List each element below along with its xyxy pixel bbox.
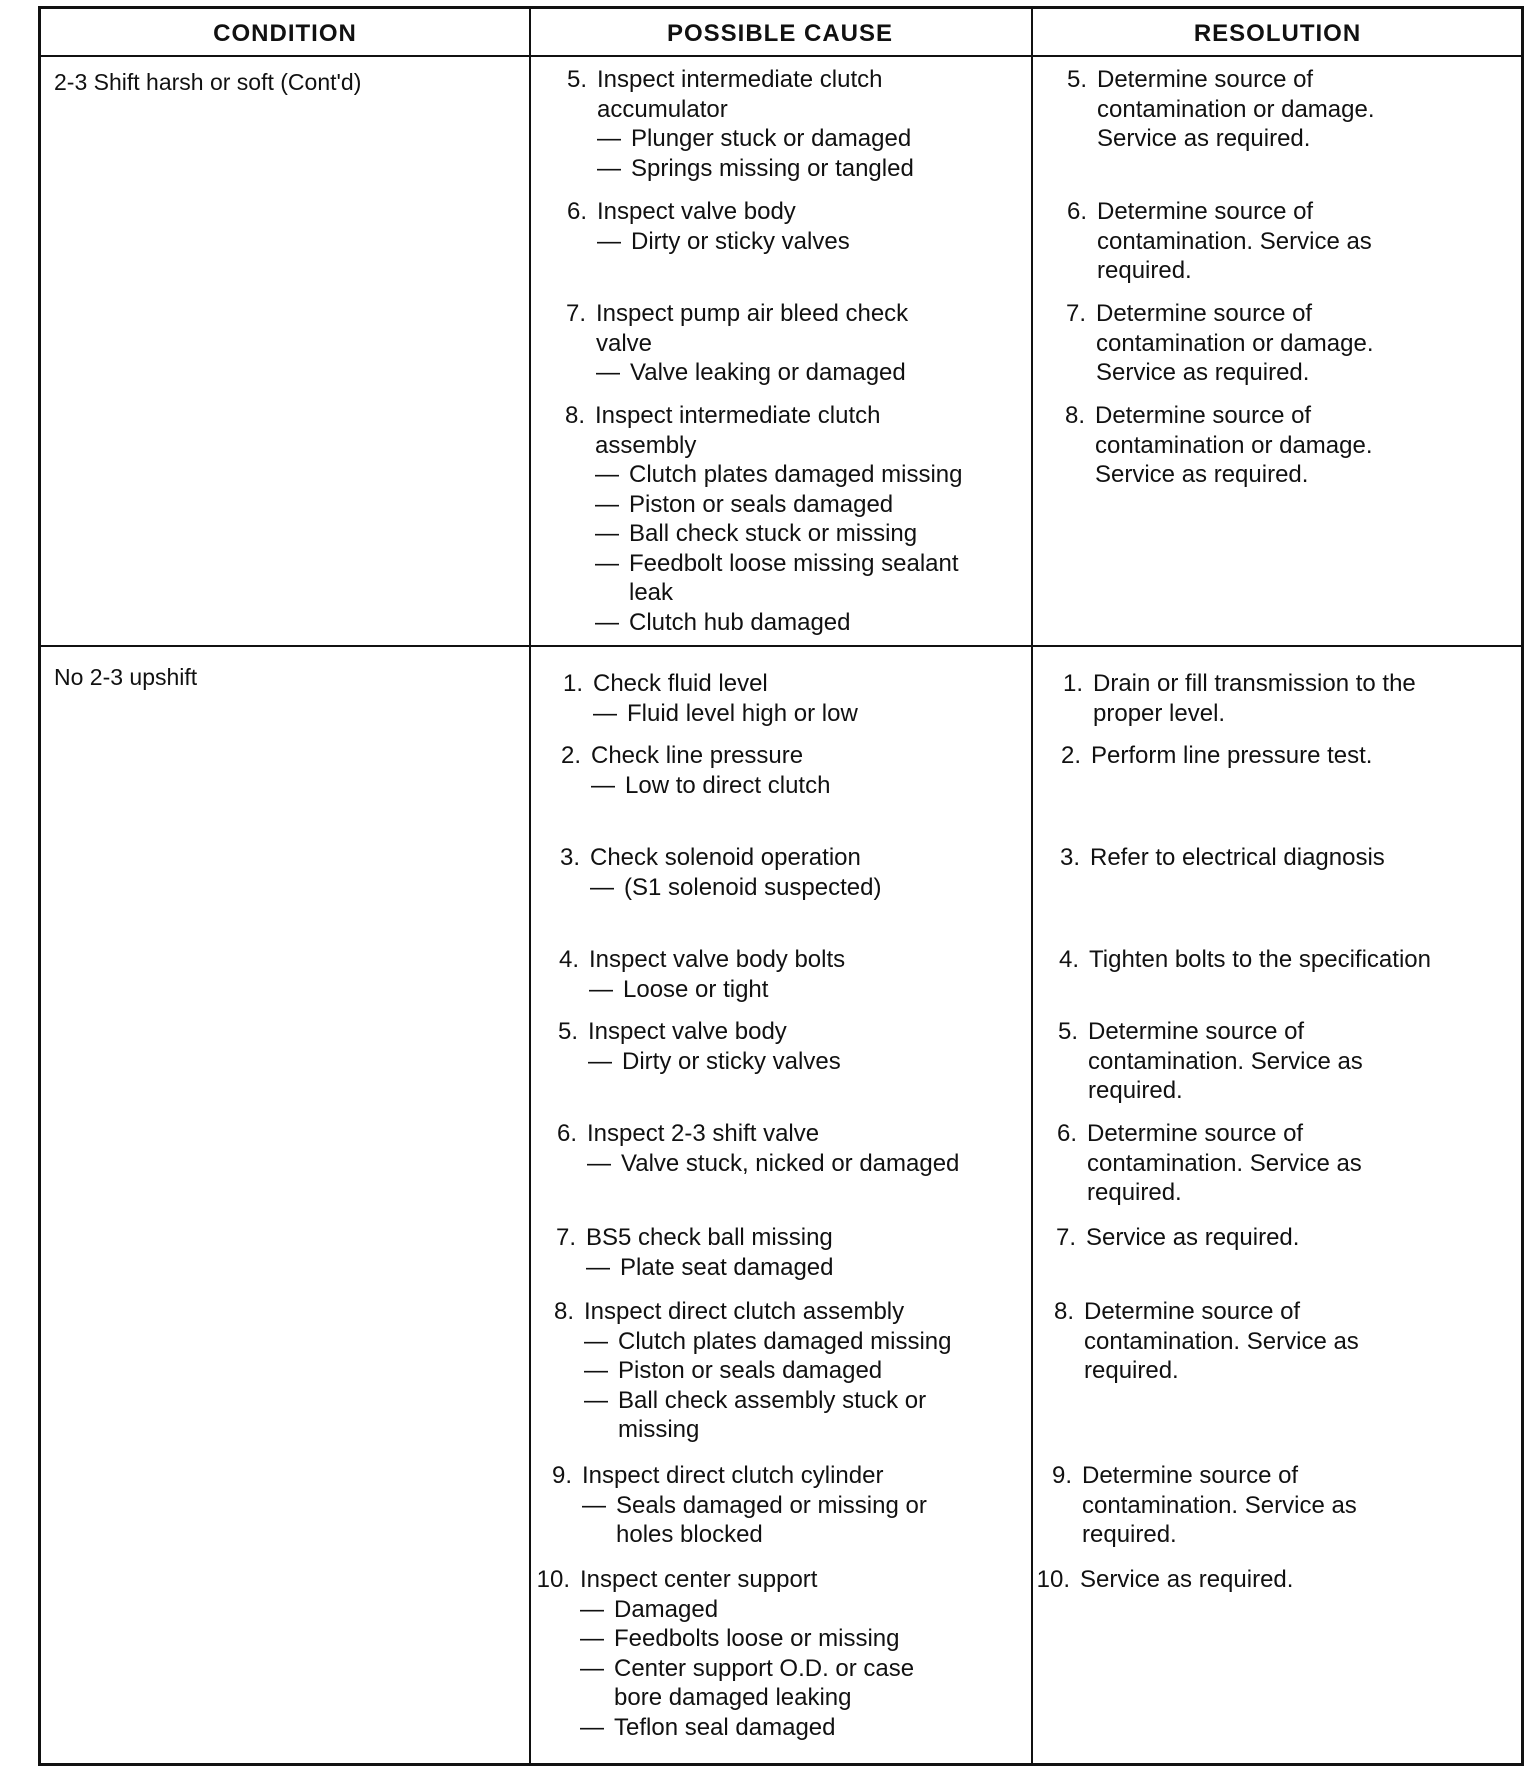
cause-text — [582, 1461, 927, 1550]
cause-number: 2. — [560, 742, 581, 769]
cause-subitem — [589, 975, 845, 1005]
cause-line: Inspect center support — [580, 1566, 818, 1593]
subitem-text: Teflon seal damaged — [614, 1713, 836, 1741]
cause-text — [597, 197, 850, 256]
cause-line: Inspect pump air bleed check — [596, 300, 909, 327]
resolution-text — [1086, 1223, 1299, 1253]
diagnosis-table — [38, 6, 1524, 1766]
header-resolution: RESOLUTION — [1193, 20, 1362, 47]
resolution-line: Determine source of — [1082, 1462, 1299, 1489]
subitem-text: leak — [629, 579, 674, 606]
cause-number: 7. — [555, 1224, 576, 1251]
resolution-line: Service as required. — [1086, 1224, 1300, 1251]
cause-line: accumulator — [597, 95, 728, 123]
resolution-text — [1088, 1017, 1363, 1106]
resolution-number: 10. — [1036, 1566, 1070, 1593]
dash-bullet: — — [595, 490, 619, 518]
resolution-text — [1097, 65, 1375, 154]
resolution-line: required. — [1084, 1357, 1179, 1384]
cause-number: 7. — [565, 300, 586, 327]
resolution-line: required. — [1088, 1077, 1183, 1104]
cause-subitem — [580, 1654, 914, 1713]
dash-bullet: — — [591, 771, 615, 799]
cause-number: 5. — [557, 1018, 578, 1045]
cause-line: Inspect intermediate clutch — [595, 402, 881, 429]
dash-bullet: — — [580, 1595, 604, 1623]
cause-text — [595, 401, 963, 637]
resolution-line: required. — [1097, 257, 1192, 284]
subitem-text: Damaged — [614, 1595, 719, 1623]
resolution-line: contamination or damage. — [1095, 431, 1373, 459]
resolution-line: contamination. Service as — [1087, 1149, 1362, 1177]
subitem-text: Clutch hub damaged — [629, 608, 851, 636]
cause-line: Inspect 2-3 shift valve — [587, 1120, 820, 1147]
cause-subitem — [595, 490, 963, 520]
cause-line: Check solenoid operation — [590, 844, 861, 871]
subitem-text: bore damaged leaking — [614, 1684, 852, 1711]
resolution-line: contamination. Service as — [1097, 227, 1372, 255]
subitem-text: Clutch plates damaged missing — [618, 1327, 952, 1355]
cause-text — [591, 741, 830, 800]
cause-subitem — [584, 1386, 952, 1445]
cause-number: 4. — [558, 946, 579, 973]
cause-line: Inspect valve body — [597, 198, 796, 225]
resolution-line: contamination. Service as — [1084, 1327, 1359, 1355]
dash-bullet: — — [584, 1386, 608, 1414]
cause-text — [589, 945, 845, 1004]
dash-bullet: — — [582, 1491, 606, 1519]
resolution-line: Determine source of — [1096, 300, 1313, 327]
subitem-text: Dirty or sticky valves — [622, 1047, 841, 1075]
cause-line: Check fluid level — [593, 670, 768, 697]
cause-number: 3. — [559, 844, 580, 871]
cause-subitem — [597, 154, 914, 184]
resolution-line: Determine source of — [1084, 1298, 1301, 1325]
condition-cell: 2-3 Shift harsh or soft (Cont'd) — [54, 69, 362, 95]
cause-line: Inspect valve body — [588, 1018, 787, 1045]
subitem-text: Valve stuck, nicked or damaged — [621, 1149, 960, 1177]
resolution-line: Determine source of — [1087, 1120, 1304, 1147]
dash-bullet: — — [580, 1625, 604, 1652]
cause-subitem — [595, 519, 963, 549]
cause-text — [587, 1119, 959, 1178]
dash-bullet: — — [580, 1654, 604, 1682]
subitem-text: Plunger stuck or damaged — [631, 125, 912, 152]
cause-line: Inspect direct clutch assembly — [584, 1298, 905, 1325]
cause-subitem — [580, 1595, 914, 1625]
subitem-text: Springs missing or tangled — [631, 154, 914, 182]
dash-bullet: — — [586, 1253, 610, 1281]
cause-subitem — [596, 358, 908, 388]
cause-number: 1. — [562, 670, 583, 697]
resolution-number: 4. — [1058, 946, 1079, 973]
resolution-number: 8. — [1053, 1298, 1074, 1325]
cause-line: Check line pressure — [591, 742, 804, 769]
cause-number: 6. — [566, 198, 587, 225]
resolution-line: Determine source of — [1097, 66, 1314, 93]
subitem-text: Center support O.D. or case — [614, 1654, 915, 1682]
resolution-text — [1095, 401, 1373, 490]
resolution-line: contamination or damage. — [1096, 329, 1374, 357]
resolution-text — [1097, 197, 1372, 286]
subitem-text: Ball check stuck or missing — [629, 520, 918, 547]
column-divider — [1031, 9, 1033, 1763]
resolution-line: proper level. — [1093, 699, 1226, 727]
subitem-text: Piston or seals damaged — [618, 1357, 883, 1384]
dash-bullet: — — [596, 359, 620, 386]
cause-subitem — [595, 608, 963, 638]
cause-number: 9. — [551, 1462, 572, 1489]
dash-bullet: — — [588, 1047, 612, 1075]
resolution-number: 7. — [1055, 1224, 1076, 1251]
dash-bullet: — — [595, 520, 619, 547]
resolution-line: Service as required. — [1097, 125, 1311, 152]
cause-subitem — [584, 1356, 952, 1386]
resolution-number: 5. — [1057, 1018, 1078, 1045]
resolution-line: Determine source of — [1095, 402, 1312, 429]
cause-text — [580, 1565, 914, 1742]
subitem-text: Loose or tight — [623, 975, 769, 1003]
subitem-text: Plate seat damaged — [620, 1253, 834, 1281]
subitem-text: Feedbolts loose or missing — [614, 1625, 900, 1652]
resolution-line: contamination. Service as — [1088, 1047, 1363, 1075]
cause-subitem — [582, 1491, 927, 1550]
cause-text — [596, 299, 908, 388]
dash-bullet: — — [593, 699, 617, 727]
dash-bullet: — — [595, 549, 619, 577]
cause-line: Inspect valve body bolts — [589, 946, 846, 973]
resolution-line: Perform line pressure test. — [1091, 742, 1373, 769]
cause-text — [597, 65, 914, 183]
resolution-text — [1082, 1461, 1357, 1550]
header-possible-cause: POSSIBLE CAUSE — [666, 20, 894, 47]
header-condition: CONDITION — [213, 20, 357, 47]
resolution-number: 8. — [1064, 402, 1085, 429]
subitem-text: Piston or seals damaged — [629, 490, 894, 518]
cause-number: 8. — [564, 402, 585, 429]
subitem-text: Dirty or sticky valves — [631, 227, 850, 255]
cause-text — [593, 669, 858, 728]
row-divider — [41, 645, 1521, 647]
subitem-text: Fluid level high or low — [627, 699, 858, 727]
resolution-number: 5. — [1066, 66, 1087, 93]
dash-bullet: — — [597, 154, 621, 182]
subitem-text: missing — [618, 1416, 700, 1443]
subitem-text: Feedbolt loose missing sealant — [629, 549, 959, 577]
dash-bullet: — — [589, 975, 613, 1003]
cause-subitem — [593, 699, 858, 729]
resolution-number: 7. — [1065, 300, 1086, 327]
cause-text — [584, 1297, 952, 1445]
dash-bullet: — — [587, 1149, 611, 1177]
cause-number: 10. — [536, 1566, 570, 1593]
subitem-text: Valve leaking or damaged — [630, 359, 906, 386]
cause-subitem — [591, 771, 830, 801]
cause-subitem — [597, 124, 914, 154]
resolution-text — [1080, 1565, 1293, 1595]
cause-number: 5. — [566, 66, 587, 93]
subitem-text: Low to direct clutch — [625, 771, 831, 799]
header-divider — [41, 55, 1521, 57]
dash-bullet: — — [590, 873, 614, 901]
cause-subitem — [587, 1149, 959, 1179]
dash-bullet: — — [597, 227, 621, 255]
resolution-text — [1090, 843, 1385, 873]
cause-number: 8. — [553, 1298, 574, 1325]
resolution-number: 3. — [1059, 844, 1080, 871]
cause-line: assembly — [595, 431, 697, 459]
resolution-number: 1. — [1062, 670, 1083, 697]
resolution-line: Service as required. — [1095, 461, 1309, 488]
cause-text — [590, 843, 881, 902]
resolution-number: 6. — [1056, 1120, 1077, 1147]
resolution-line: required. — [1087, 1179, 1182, 1206]
cause-subitem — [595, 460, 963, 490]
resolution-line: Refer to electrical diagnosis — [1090, 844, 1385, 871]
dash-bullet: — — [580, 1713, 604, 1741]
resolution-line: Determine source of — [1097, 198, 1314, 225]
cause-subitem — [595, 549, 963, 608]
subitem-text: Clutch plates damaged missing — [629, 461, 963, 488]
resolution-number: 2. — [1060, 742, 1081, 769]
subitem-text: Seals damaged or missing or — [616, 1491, 927, 1519]
subitem-text: Ball check assembly stuck or — [618, 1386, 927, 1414]
cause-line: Inspect direct clutch cylinder — [582, 1462, 884, 1489]
resolution-line: Service as required. — [1080, 1566, 1294, 1593]
dash-bullet: — — [597, 125, 621, 152]
resolution-text — [1091, 741, 1372, 771]
subitem-text: (S1 solenoid suspected) — [624, 873, 882, 901]
cause-subitem — [580, 1624, 914, 1654]
resolution-line: required. — [1082, 1521, 1177, 1548]
resolution-text — [1084, 1297, 1359, 1386]
resolution-number: 9. — [1051, 1462, 1072, 1489]
dash-bullet: — — [584, 1327, 608, 1355]
resolution-line: contamination. Service as — [1082, 1491, 1357, 1519]
column-divider — [529, 9, 531, 1763]
condition-cell: No 2-3 upshift — [54, 664, 198, 690]
resolution-line: contamination or damage. — [1097, 95, 1375, 123]
resolution-number: 6. — [1066, 198, 1087, 225]
cause-number: 6. — [556, 1120, 577, 1147]
cause-subitem — [597, 227, 850, 257]
cause-line: valve — [596, 329, 653, 357]
resolution-text — [1096, 299, 1374, 388]
dash-bullet: — — [595, 461, 619, 488]
cause-text — [588, 1017, 841, 1076]
resolution-text — [1087, 1119, 1362, 1208]
cause-text — [586, 1223, 833, 1282]
resolution-text — [1089, 945, 1431, 975]
cause-subitem — [584, 1327, 952, 1357]
cause-subitem — [588, 1047, 841, 1077]
cause-subitem — [580, 1713, 914, 1743]
cause-subitem — [586, 1253, 833, 1283]
dash-bullet: — — [595, 608, 619, 636]
cause-line: Inspect intermediate clutch — [597, 66, 883, 93]
resolution-line: Service as required. — [1096, 359, 1310, 386]
resolution-line: Drain or fill transmission to the — [1093, 670, 1416, 697]
dash-bullet: — — [584, 1357, 608, 1384]
resolution-line: Tighten bolts to the specification — [1089, 946, 1431, 973]
resolution-line: Determine source of — [1088, 1018, 1305, 1045]
cause-subitem — [590, 873, 881, 903]
subitem-text: holes blocked — [616, 1521, 763, 1548]
resolution-text — [1093, 669, 1416, 728]
cause-line: BS5 check ball missing — [586, 1224, 833, 1251]
